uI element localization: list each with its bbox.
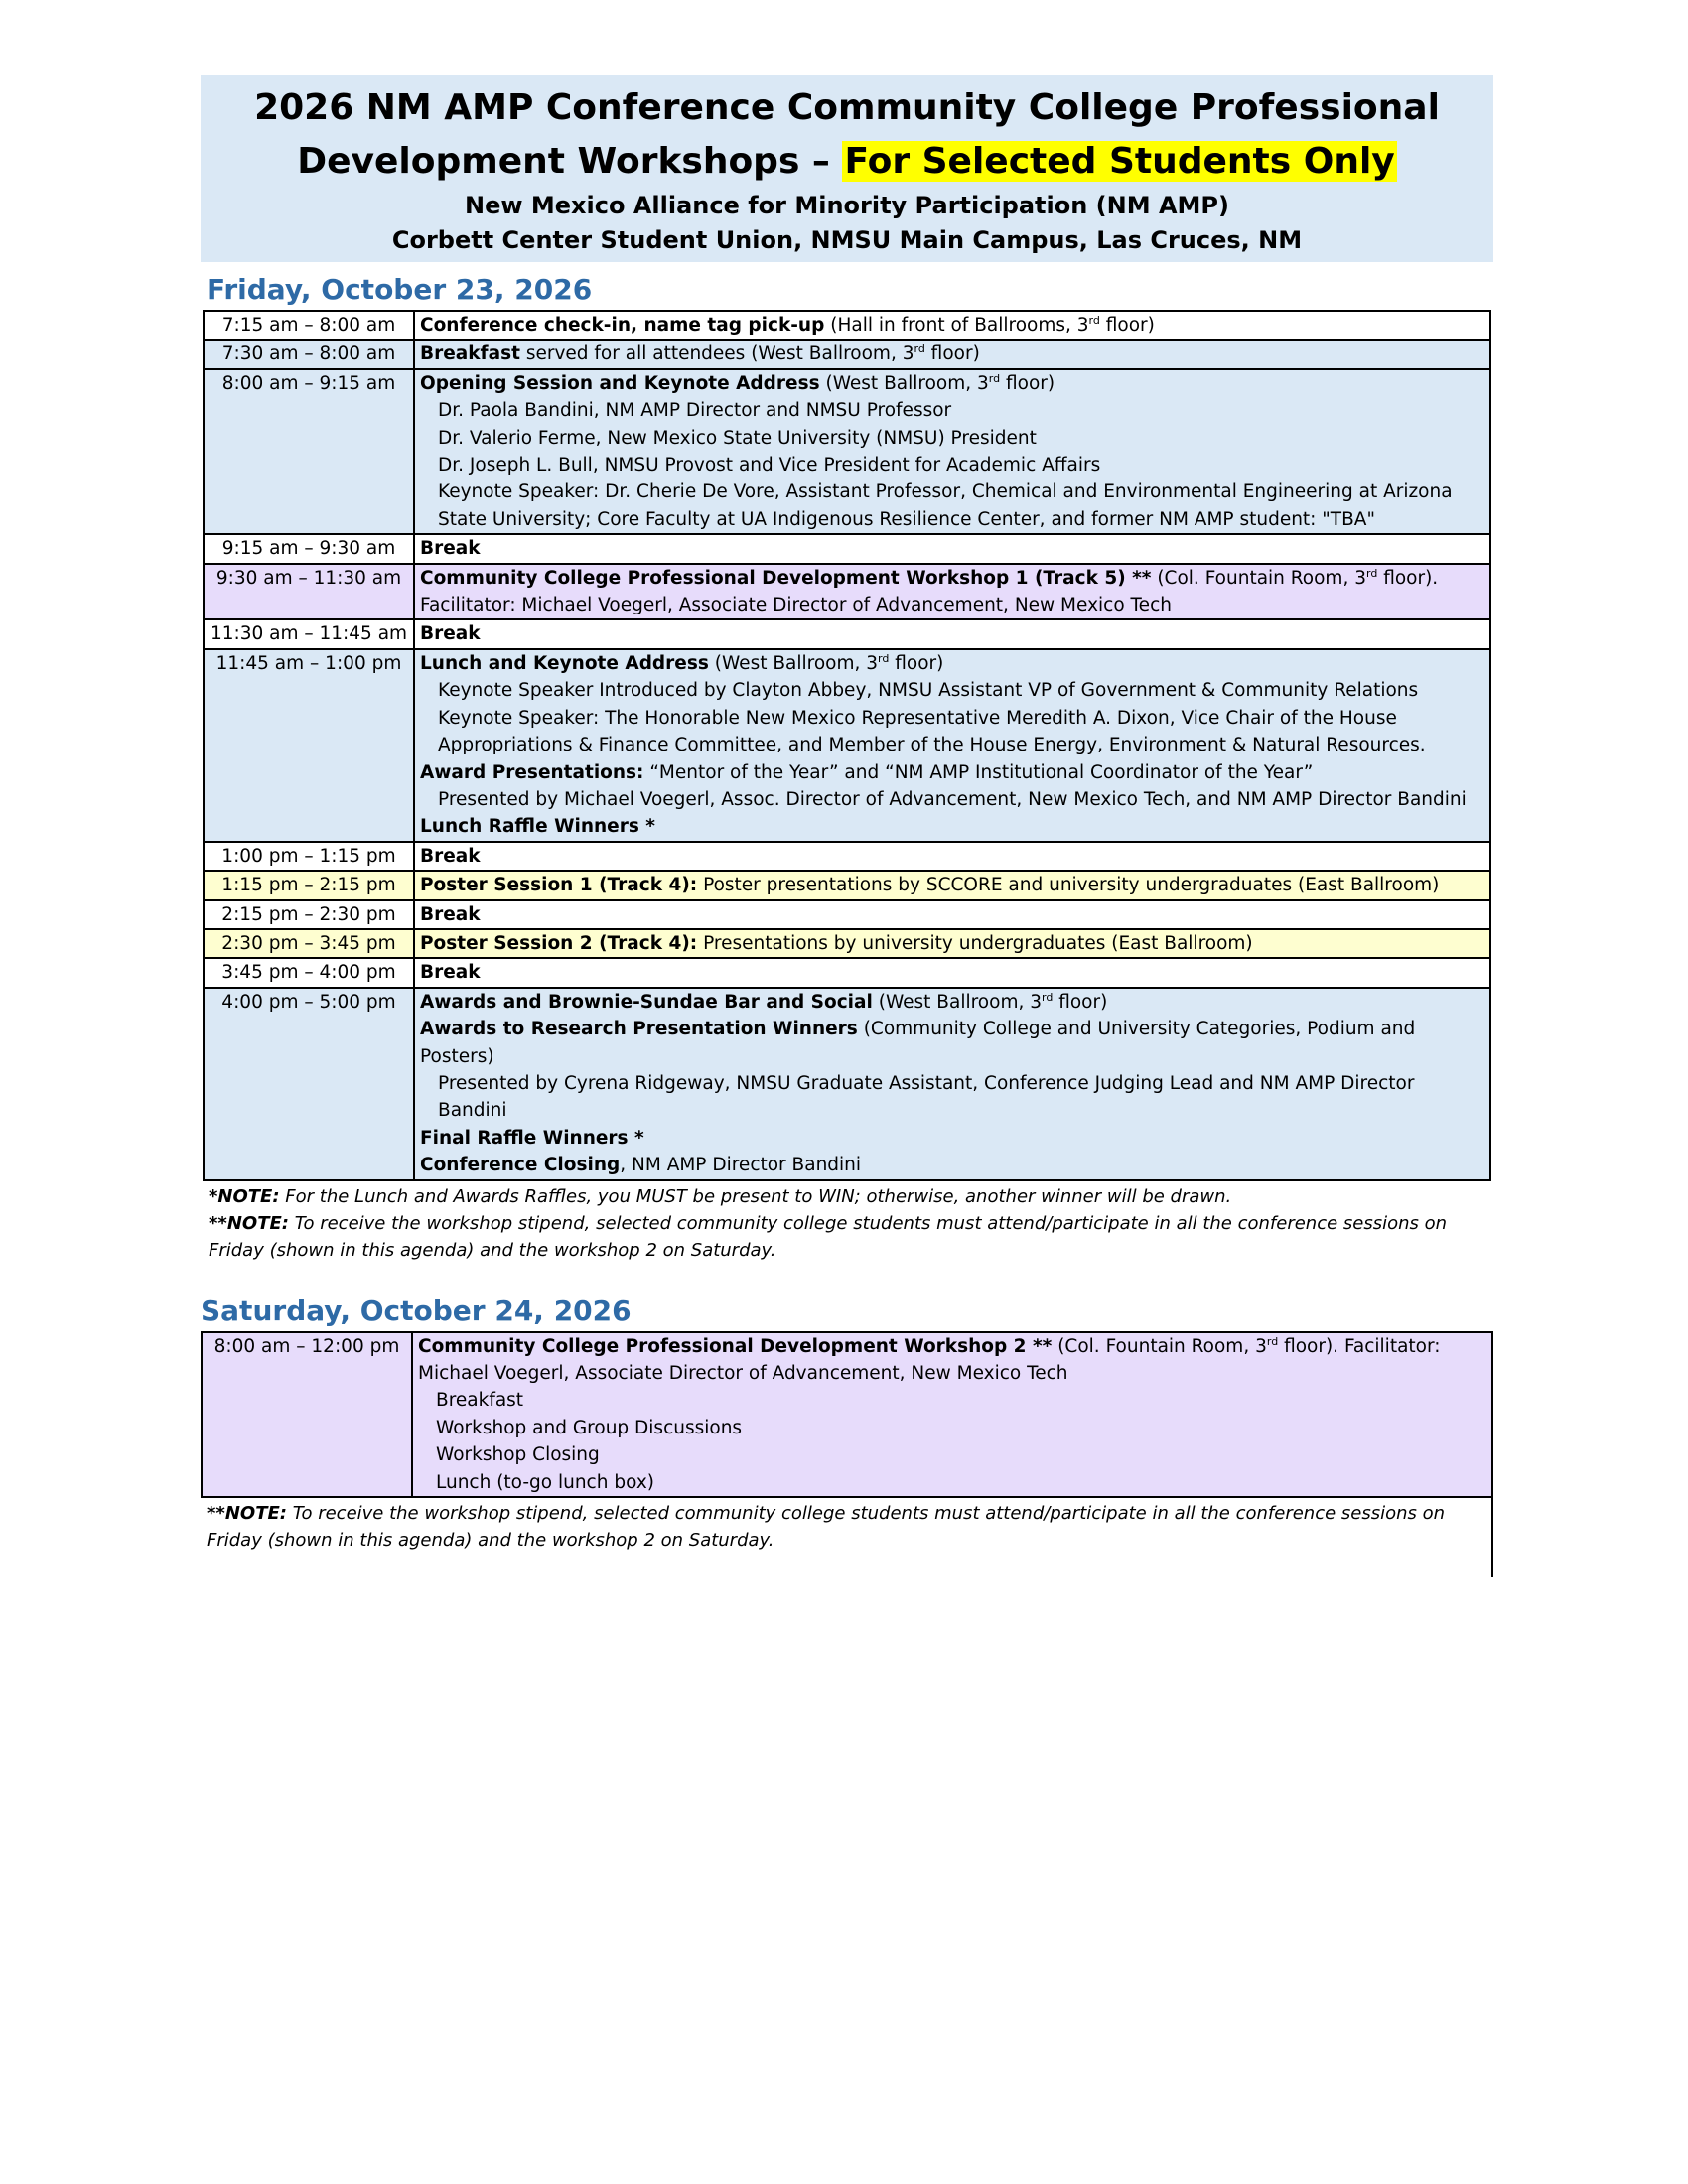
note-box-border	[1491, 1498, 1493, 1577]
session-title: Break	[420, 903, 481, 925]
table-row	[202, 1332, 1492, 1497]
session-details: Presentations by university undergraduates (East Ballroom)	[697, 932, 1253, 954]
row-time: 8:00 am – 12:00 pm	[202, 1332, 412, 1497]
agenda-page	[201, 75, 1493, 1575]
table-row	[204, 649, 1490, 842]
presenter-line: Presented by Michael Voegerl, Assoc. Director of Advancement, New Mexico Tech, and NM AMP Director Bandini	[438, 788, 1467, 810]
session-details-end: floor)	[924, 343, 980, 365]
session-details-end: floor)	[889, 652, 944, 674]
session-title: Community College Professional Development Workshop 2 **	[418, 1335, 1053, 1357]
research-awards	[420, 1016, 1484, 1070]
note-label: **NOTE:	[209, 1212, 289, 1234]
saturday-agenda-table	[201, 1331, 1493, 1498]
table-row	[204, 619, 1490, 648]
row-description	[414, 564, 1490, 620]
ordinal-suffix: rd	[1042, 990, 1054, 1004]
closing-title: Conference Closing	[420, 1155, 621, 1176]
session-details: (West Ballroom, 3	[708, 652, 879, 674]
raffle-line: Final Raffle Winners *	[420, 1127, 644, 1149]
speaker-line: Keynote Speaker Introduced by Clayton Abbey, NMSU Assistant VP of Government & Community Relations	[438, 680, 1419, 702]
table-row	[204, 988, 1490, 1180]
note-text: To receive the workshop stipend, selected community college students must attend/participate in all the conference sessions on Friday (shown in this agenda) and the workshop 2 on Saturday.	[207, 1503, 1446, 1552]
row-description	[414, 534, 1490, 563]
table-row	[204, 340, 1490, 368]
speaker-line: Dr. Valerio Ferme, New Mexico State University (NMSU) President	[438, 427, 1037, 449]
row-description	[414, 842, 1490, 871]
session-title: Awards and Brownie-Sundae Bar and Social	[420, 991, 873, 1013]
row-time: 2:30 pm – 3:45 pm	[204, 929, 414, 958]
page-title-line2	[220, 135, 1474, 189]
note-text: For the Lunch and Awards Raffles, you MUST be present to WIN; otherwise, another winner will be drawn.	[279, 1185, 1232, 1207]
note-label: **NOTE:	[207, 1503, 287, 1525]
saturday-heading: Saturday, October 24, 2026	[201, 1294, 632, 1327]
session-header	[418, 1333, 1486, 1388]
row-time: 1:00 pm – 1:15 pm	[204, 842, 414, 871]
organization-name: New Mexico Alliance for Minority Participation (NM AMP)	[464, 192, 1229, 219]
session-header	[420, 650, 1484, 677]
speaker-line: Keynote Speaker: The Honorable New Mexico Representative Meredith A. Dixon, Vice Chair of the House Appropriations & Finance Committee, and Member of the House Energy, Environment & Natural Resources.	[438, 707, 1426, 756]
page-title-line1: 2026 NM AMP Conference Community College Professional	[254, 87, 1440, 128]
table-row	[204, 311, 1490, 340]
venue-location: Corbett Center Student Union, NMSU Main Campus, Las Cruces, NM	[391, 226, 1303, 254]
session-details: served for all attendees (West Ballroom, 3	[519, 343, 914, 365]
row-description	[414, 649, 1490, 842]
session-details: (West Ballroom, 3	[872, 991, 1043, 1013]
row-time: 2:15 pm – 2:30 pm	[204, 900, 414, 929]
ordinal-suffix: rd	[914, 342, 925, 356]
workshop-item: Workshop Closing	[436, 1444, 600, 1466]
workshop-item: Workshop and Group Discussions	[436, 1417, 743, 1438]
row-time: 9:30 am – 11:30 am	[204, 564, 414, 620]
session-title: Break	[420, 845, 481, 867]
ordinal-suffix: rd	[988, 371, 1001, 385]
session-details-end: floor)	[1053, 991, 1108, 1013]
row-description	[412, 1332, 1492, 1497]
table-row	[204, 369, 1490, 534]
row-description	[414, 369, 1490, 534]
row-description	[414, 340, 1490, 368]
table-row	[204, 871, 1490, 899]
session-details: (Hall in front of Ballrooms, 3	[824, 315, 1089, 336]
row-description	[414, 988, 1490, 1180]
award-title: Award Presentations:	[420, 761, 644, 783]
saturday-note-box	[201, 1498, 1493, 1575]
speaker-line: Keynote Speaker: Dr. Cherie De Vore, Assistant Professor, Chemical and Environmental Engineering at Arizona State University; Core Faculty at UA Indigenous Resilience Center, and former NM AMP student: "TBA"	[438, 481, 1453, 530]
row-description	[414, 311, 1490, 340]
row-description	[414, 958, 1490, 987]
speaker-line: Dr. Paola Bandini, NM AMP Director and NMSU Professor	[438, 400, 952, 422]
row-description	[414, 929, 1490, 958]
session-title: Break	[420, 623, 481, 645]
table-row	[204, 564, 1490, 620]
friday-heading: Friday, October 23, 2026	[207, 273, 593, 306]
session-details: Poster presentations by SCCORE and university undergraduates (East Ballroom)	[697, 875, 1440, 896]
ordinal-suffix: rd	[1088, 313, 1100, 327]
row-time: 7:15 am – 8:00 am	[204, 311, 414, 340]
table-row	[204, 958, 1490, 987]
ordinal-suffix: rd	[1366, 566, 1378, 580]
row-time: 11:45 am – 1:00 pm	[204, 649, 414, 842]
presenter-line: Presented by Cyrena Ridgeway, NMSU Graduate Assistant, Conference Judging Lead and NM AMP Director Bandini	[438, 1072, 1415, 1122]
row-time: 9:15 am – 9:30 am	[204, 534, 414, 563]
session-details-end: floor)	[1099, 315, 1155, 336]
selected-students-highlight: For Selected Students Only	[844, 141, 1395, 182]
session-header	[420, 370, 1484, 397]
row-time: 3:45 pm – 4:00 pm	[204, 958, 414, 987]
raffle-line: Lunch Raffle Winners *	[420, 816, 655, 838]
row-description	[414, 619, 1490, 648]
friday-agenda-table	[203, 310, 1491, 1181]
row-time: 11:30 am – 11:45 am	[204, 619, 414, 648]
friday-notes	[209, 1183, 1489, 1264]
award-details: “Mentor of the Year” and “NM AMP Institutional Coordinator of the Year”	[643, 761, 1314, 783]
session-title: Poster Session 2 (Track 4):	[420, 932, 698, 954]
award-title: Awards to Research Presentation Winners	[420, 1019, 858, 1040]
session-title: Break	[420, 962, 481, 984]
session-title: Breakfast	[420, 343, 520, 365]
table-row	[204, 842, 1490, 871]
table-row	[204, 534, 1490, 563]
session-title: Break	[420, 538, 481, 560]
table-row	[204, 929, 1490, 958]
award-presentations	[420, 759, 1484, 786]
speaker-line: Dr. Joseph L. Bull, NMSU Provost and Vice President for Academic Affairs	[438, 455, 1101, 477]
row-time: 4:00 pm – 5:00 pm	[204, 988, 414, 1180]
session-details-end: floor). Facilitator: Michael Voegerl, Associate Director of Advancement, New Mexico Tech	[418, 1335, 1441, 1384]
award-details: (Community College and University Categories, Podium and Posters)	[420, 1019, 1416, 1067]
note-text: To receive the workshop stipend, selected community college students must attend/participate in all the conference sessions on Friday (shown in this agenda) and the workshop 2 on Saturday.	[209, 1212, 1448, 1261]
session-title: Community College Professional Development Workshop 1 (Track 5) **	[420, 567, 1152, 589]
session-title: Opening Session and Keynote Address	[420, 372, 820, 394]
saturday-stipend-note	[201, 1498, 1493, 1575]
row-time: 1:15 pm – 2:15 pm	[204, 871, 414, 899]
row-time: 8:00 am – 9:15 am	[204, 369, 414, 534]
ordinal-suffix: rd	[878, 651, 890, 665]
stipend-note	[209, 1210, 1489, 1264]
ordinal-suffix: rd	[1266, 1334, 1279, 1348]
note-label: *NOTE:	[209, 1185, 280, 1207]
table-row	[204, 900, 1490, 929]
session-details-end: floor)	[1000, 372, 1055, 394]
session-details: (Col. Fountain Room, 3	[1052, 1335, 1267, 1357]
row-description	[414, 900, 1490, 929]
workshop-item: Lunch (to-go lunch box)	[436, 1471, 654, 1493]
header-banner	[201, 75, 1493, 262]
session-header	[420, 989, 1484, 1016]
row-description	[414, 871, 1490, 899]
row-time: 7:30 am – 8:00 am	[204, 340, 414, 368]
session-details: (West Ballroom, 3	[819, 372, 989, 394]
session-details: (Col. Fountain Room, 3	[1151, 567, 1366, 589]
session-title: Lunch and Keynote Address	[420, 652, 709, 674]
title-line2-text: Development Workshops –	[297, 141, 843, 182]
raffle-note	[209, 1183, 1489, 1210]
session-details-end: floor). Facilitator: Michael Voegerl, Associate Director of Advancement, New Mexico Tech	[420, 567, 1439, 616]
closing-details: , NM AMP Director Bandini	[620, 1155, 862, 1176]
closing-line	[420, 1152, 1484, 1178]
session-title: Conference check-in, name tag pick-up	[420, 315, 825, 336]
session-title: Poster Session 1 (Track 4):	[420, 875, 698, 896]
workshop-item: Breakfast	[436, 1390, 524, 1412]
